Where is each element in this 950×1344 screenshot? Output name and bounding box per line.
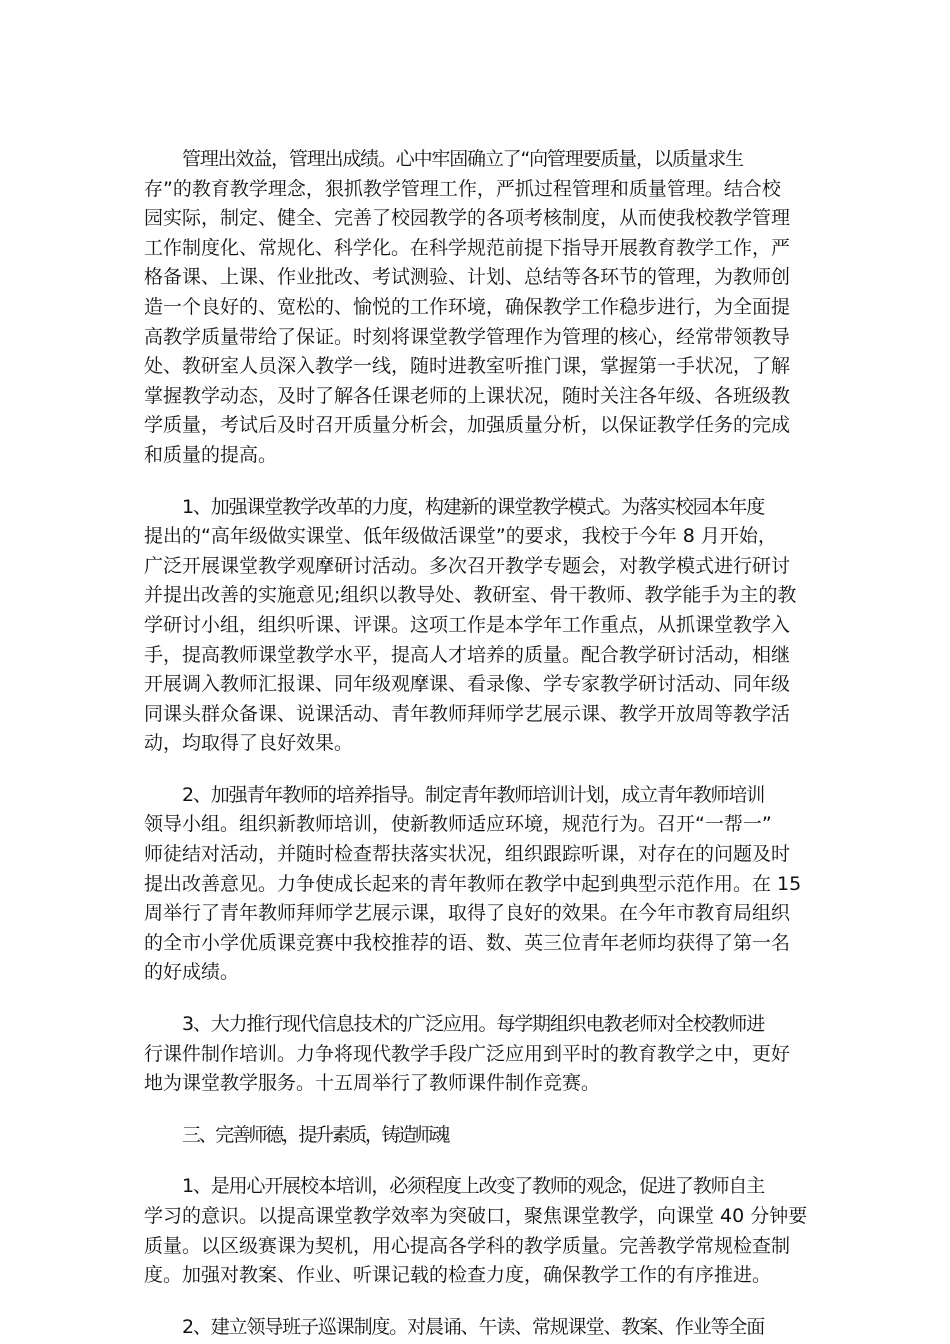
- text-line: 师徒结对活动，并随时检查帮扶落实状况，组织跟踪听课，对存在的问题及时: [144, 843, 791, 866]
- text-line: 提出的“高年级做实课堂、低年级做活课堂”的要求，我校于今年 8 月开始，: [144, 525, 777, 548]
- text-line: 度。加强对教案、作业、听课记载的检查力度，确保教学工作的有序推进。: [144, 1264, 772, 1287]
- text-line: 和质量的提高。: [144, 443, 278, 466]
- text-line: 并提出改善的实施意见;组织以教导处、教研室、骨干教师、教学能手为主的教: [144, 584, 797, 607]
- text-line: 领导小组。组织新教师培训，使新教师适应环境，规范行为。召开“一帮一”: [144, 813, 772, 836]
- text-line: 造一个良好的、宽松的、愉悦的工作环境，确保教学工作稳步进行，为全面提: [144, 295, 791, 318]
- text-line: 三、完善师德，提升素质，铸造师魂: [182, 1123, 449, 1146]
- text-line: 学研讨小组，组织听课、评课。这项工作是本学年工作重点，从抓课堂教学入: [144, 613, 791, 636]
- text-line: 存”的教育教学理念，狠抓教学管理工作，严抓过程管理和质量管理。结合校: [144, 177, 781, 200]
- text-line: 提出改善意见。力争使成长起来的青年教师在教学中起到典型示范作用。在 15: [144, 872, 802, 895]
- document-page: [144, 145, 808, 1342]
- text-line: 周举行了青年教师拜师学艺展示课，取得了良好的效果。在今年市教育局组织: [144, 902, 791, 925]
- text-line: 1、加强课堂教学改革的力度，构建新的课堂教学模式。为落实校园本年度: [182, 495, 765, 518]
- text-line: 2、加强青年教师的培养指导。制定青年教师培训计划，成立青年教师培训: [182, 783, 765, 806]
- paragraph: [144, 1121, 808, 1151]
- text-line: 处、教研室人员深入教学一线，随时进教室听推门课，掌握第一手状况，了解: [144, 355, 791, 378]
- text-line: 工作制度化、常规化、科学化。在科学规范前提下指导开展教育教学工作，严: [144, 236, 791, 259]
- text-line: 动，均取得了良好效果。: [144, 732, 354, 755]
- paragraph: [144, 1313, 808, 1343]
- paragraph: [144, 493, 808, 759]
- paragraph: [144, 1010, 808, 1099]
- text-line: 格备课、上课、作业批改、考试测验、计划、总结等各环节的管理，为教师创: [144, 266, 791, 289]
- text-line: 手，提高教师课堂教学水平，提高人才培养的质量。配合教学研讨活动，相继: [144, 643, 791, 666]
- text-line: 掌握教学动态，及时了解各任课老师的上课状况，随时关注各年级、各班级教: [144, 384, 791, 407]
- paragraph: [144, 1172, 808, 1290]
- text-line: 学习的意识。以提高课堂教学效率为突破口，聚焦课堂教学，向课堂 40 分钟要: [144, 1205, 808, 1227]
- text-line: 质量。以区级赛课为契机，用心提高各学科的教学质量。完善教学常规检查制: [144, 1234, 791, 1257]
- text-line: 的全市小学优质课竞赛中我校推荐的语、数、英三位青年老师均获得了第一名: [144, 931, 791, 954]
- text-line: 广泛开展课堂教学观摩研讨活动。多次召开教学专题会，对教学模式进行研讨: [144, 554, 791, 577]
- text-line: 2、建立领导班子巡课制度。对晨诵、午读、常规课堂、教案、作业等全面: [182, 1315, 765, 1338]
- text-line: 同课头群众备课、说课活动、青年教师拜师学艺展示课、教学开放周等教学活: [144, 702, 791, 725]
- text-line: 开展调入教师汇报课、同年级观摩课、看录像、学专家教学研讨活动、同年级: [144, 673, 791, 696]
- paragraph: [144, 781, 808, 988]
- text-line: 高教学质量带给了保证。时刻将课堂教学管理作为管理的核心，经常带领教导: [144, 325, 791, 348]
- text-line: 的好成绩。: [144, 961, 240, 984]
- paragraph: [144, 145, 808, 471]
- text-line: 园实际，制定、健全、完善了校园教学的各项考核制度，从而使我校教学管理: [144, 207, 791, 230]
- text-line: 3、大力推行现代信息技术的广泛应用。每学期组织电教老师对全校教师进: [182, 1013, 765, 1036]
- text-line: 学质量，考试后及时召开质量分析会，加强质量分析，以保证教学任务的完成: [144, 414, 791, 437]
- text-line: 行课件制作培训。力争将现代教学手段广泛应用到平时的教育教学之中，更好: [144, 1042, 791, 1065]
- text-line: 地为课堂教学服务。十五周举行了教师课件制作竞赛。: [144, 1072, 601, 1095]
- text-line: 1、是用心开展校本培训，必须程度上改变了教师的观念，促进了教师自主: [182, 1175, 765, 1198]
- text-line: 管理出效益，管理出成绩。心中牢固确立了“向管理要质量，以质量求生: [182, 148, 743, 170]
